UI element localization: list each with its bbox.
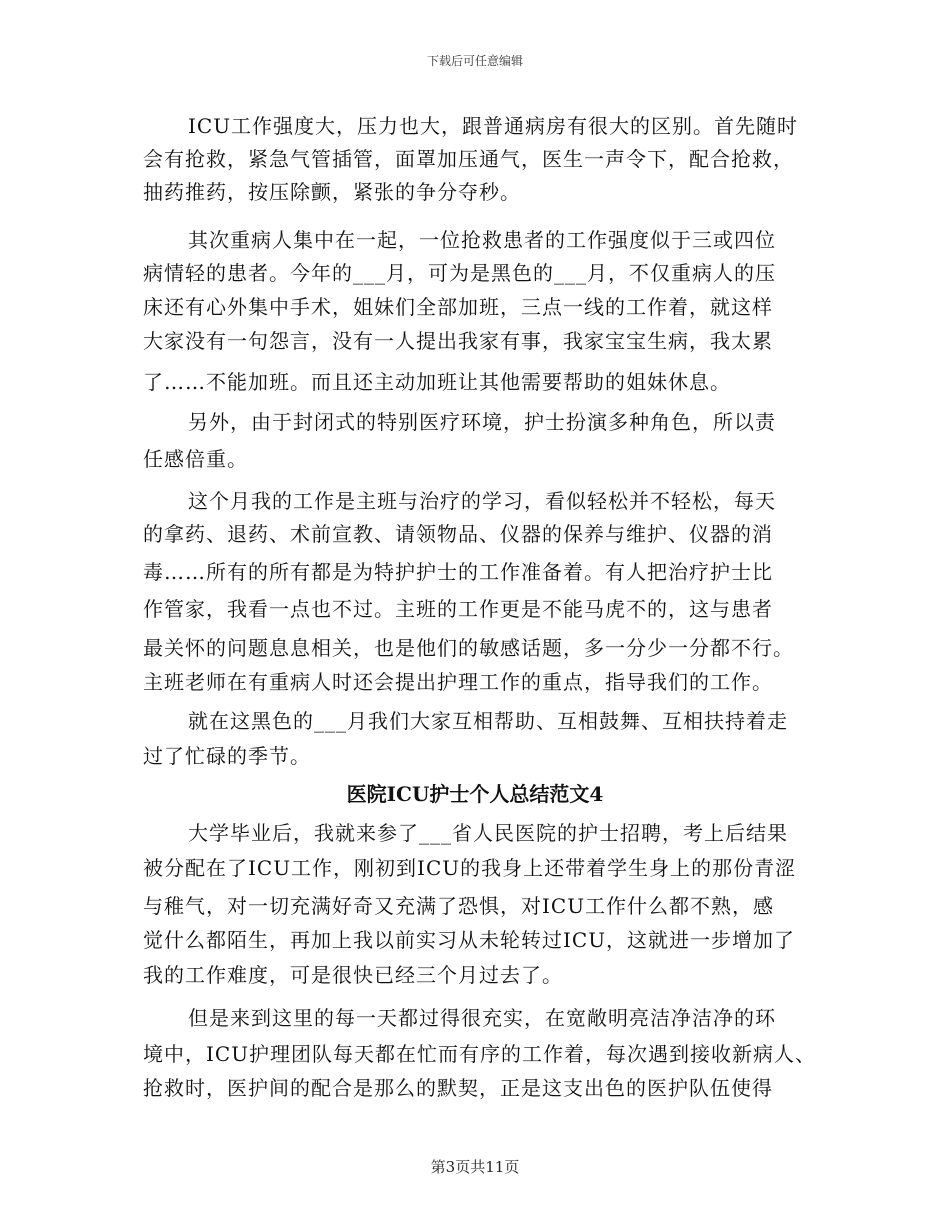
paragraph-line: 大家没有一句怨言，没有一人提出我家有事，我家宝宝生病，我太累 xyxy=(143,329,773,353)
paragraph-line: 但是来到这里的每一天都过得很充实，在宽敞明亮洁净洁净的环 xyxy=(188,1006,776,1030)
paragraph-line: 与稚气，对一切充满好奇又充满了恐惧，对ICU工作什么都不熟，感 xyxy=(143,894,775,918)
paragraph-line: 毒……所有的所有都是为特护护士的工作准备着。有人把治疗护士比 xyxy=(143,560,773,584)
paragraph-line: 就在这黑色的___月我们大家互相帮助、互相鼓舞、互相扶持着走 xyxy=(188,709,788,733)
paragraph-line: 其次重病人集中在一起，一位抢救患者的工作强度似于三或四位 xyxy=(188,228,776,252)
paragraph-line: 作管家，我看一点也不过。主班的工作更是不能马虎不的，这与患者 xyxy=(143,597,773,621)
paragraph-line: 过了忙碌的季节。 xyxy=(143,744,311,768)
paragraph-line: 境中，ICU护理团队每天都在忙而有序的工作着，每次遇到接收新病人、 xyxy=(143,1042,817,1066)
paragraph-line: 了……不能加班。而且还主动加班让其他需要帮助的姐妹休息。 xyxy=(143,370,731,394)
section-heading: 医院ICU护士个人总结范文4 xyxy=(346,782,604,806)
paragraph-line: 会有抢救，紧急气管插管，面罩加压通气，医生一声令下，配合抢救， xyxy=(143,147,794,171)
paragraph-line: 床还有心外集中手术，姐妹们全部加班，三点一线的工作着，就这样 xyxy=(143,295,773,319)
paragraph-line: 另外，由于封闭式的特别医疗环境，护士扮演多种角色，所以责 xyxy=(188,410,776,434)
paragraph-line: 的拿药、退药、术前宣教、请领物品、仪器的保养与维护、仪器的消 xyxy=(143,522,773,546)
paragraph-line: 觉什么都陌生，再加上我以前实习从未轮转过ICU，这就进一步增加了 xyxy=(143,928,796,952)
paragraph-line: 任感倍重。 xyxy=(143,447,248,471)
paragraph-line: 病情轻的患者。今年的___月，可为是黑色的___月，不仅重病人的压 xyxy=(143,261,776,285)
paragraph-line: 被分配在了ICU工作，刚初到ICU的我身上还带着学生身上的那份青涩 xyxy=(143,856,797,880)
paragraph-line: 抽药推药，按压除颤，紧张的争分夺秒。 xyxy=(143,180,521,204)
page-header: 下载后可任意编辑 xyxy=(426,54,523,68)
paragraph-line: 最关怀的问题息息相关，也是他们的敏感话题，多一分少一分都不行。 xyxy=(143,636,794,660)
paragraph-line: 大学毕业后，我就来参了___省人民医院的护士招聘，考上后结果 xyxy=(188,821,788,845)
paragraph-line: 抢救时，医护间的配合是那么的默契，正是这支出色的医护队伍使得 xyxy=(143,1076,773,1100)
paragraph-line: 这个月我的工作是主班与治疗的学习，看似轻松并不轻松，每天 xyxy=(188,489,776,513)
paragraph-line: 主班老师在有重病人时还会提出护理工作的重点，指导我们的工作。 xyxy=(143,670,773,694)
paragraph-line: 我的工作难度，可是很快已经三个月过去了。 xyxy=(143,963,563,987)
page-footer: 第3页共11页 xyxy=(430,1158,520,1176)
paragraph-line: ICU工作强度大，压力也大，跟普通病房有很大的区别。首先随时 xyxy=(188,114,799,138)
